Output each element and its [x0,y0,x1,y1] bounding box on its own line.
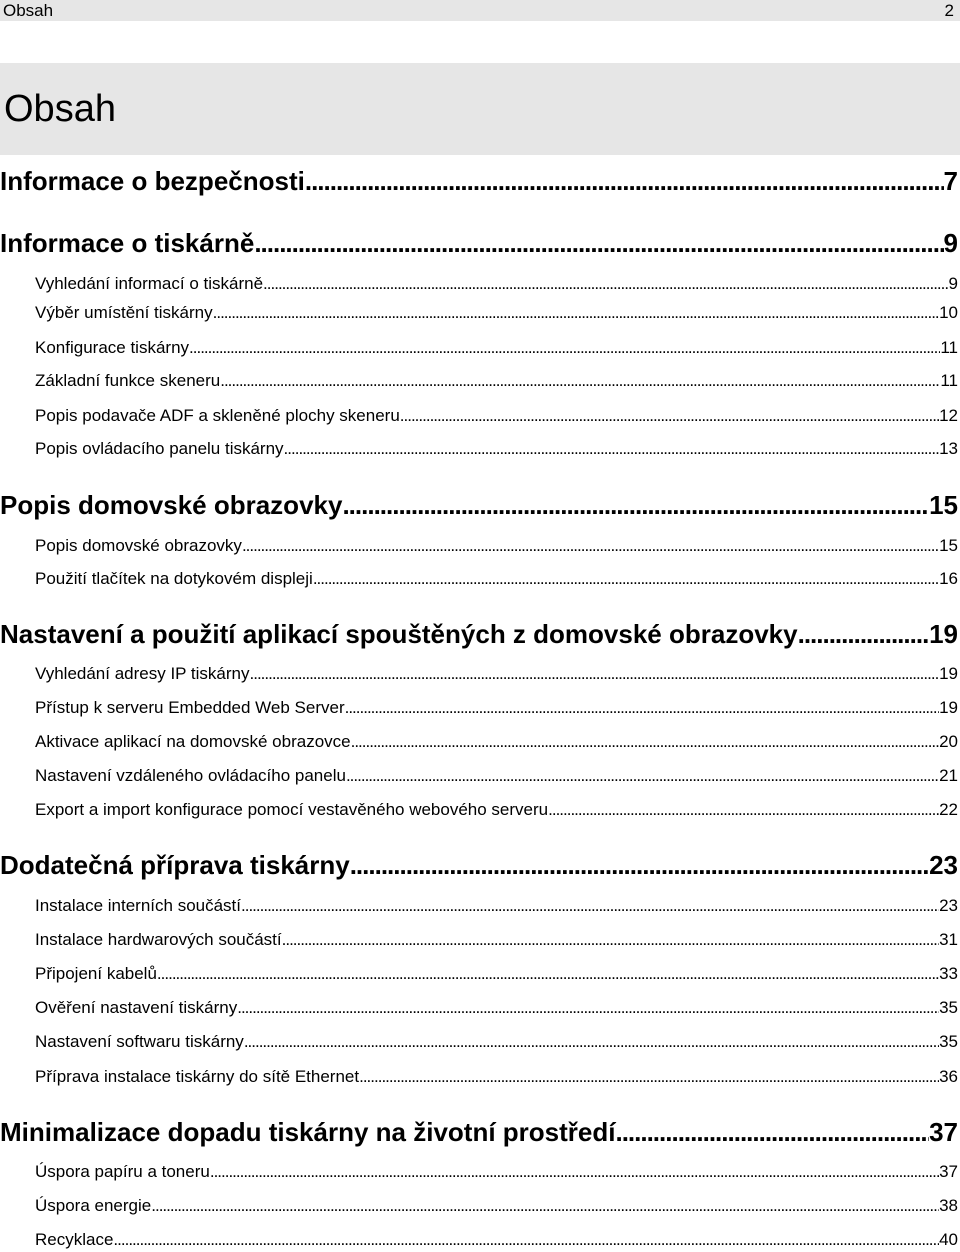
toc-entry-page: 13 [939,439,958,458]
toc-item[interactable] [35,369,958,393]
toc-leader [350,848,929,882]
toc-entry-page: 19 [939,664,958,683]
toc-entry-title: Aktivace aplikací na domovské obrazovce [35,732,351,751]
toc-entry-title: Nastavení a použití aplikací spouštěných z domovské obrazovky [0,619,798,649]
toc-entry-title: Dodatečná příprava tiskárny [0,850,350,880]
toc-entry-title: Přístup k serveru Embedded Web Server [35,698,345,717]
toc-entry-title: Základní funkce skeneru [35,371,221,390]
toc-entry-title: Připojení kabelů [35,964,157,983]
toc-leader [189,336,940,360]
toc-item[interactable] [35,962,958,986]
toc-entry-page: 12 [939,406,958,425]
toc-leader [798,617,929,651]
toc-entry-page: 37 [929,1117,958,1147]
toc-item[interactable] [35,894,958,918]
toc-entry-title: Nastavení vzdáleného ovládacího panelu [35,766,346,785]
toc-section[interactable] [0,617,958,651]
toc-leader [284,437,940,461]
toc-item[interactable] [35,764,958,788]
toc-item[interactable] [35,437,958,461]
toc-item[interactable] [35,996,958,1020]
toc-leader [313,567,939,591]
toc-leader [242,534,939,558]
toc-entry-page: 19 [929,619,958,649]
toc-entry-page: 40 [939,1230,958,1249]
toc-entry-page: 10 [939,303,958,322]
toc-leader [305,164,944,198]
toc-entry-title: Informace o bezpečnosti [0,166,305,196]
toc-item[interactable] [35,696,958,720]
toc-entry-title: Konfigurace tiskárny [35,338,190,357]
toc-leader [157,962,939,986]
toc-entry-title: Výběr umístění tiskárny [35,303,213,322]
toc-entry-title: Vyhledání informací o tiskárně [35,274,264,293]
toc-leader [244,1030,939,1054]
toc-section[interactable] [0,848,958,882]
toc-entry-title: Příprava instalace tiskárny do sítě Ethernet [35,1067,360,1086]
toc-leader [346,764,939,788]
toc-item[interactable] [35,1194,958,1218]
toc-entry-page: 23 [939,896,958,915]
toc-leader [113,1228,939,1252]
toc-entry-page: 9 [948,274,958,293]
toc-entry-title: Nastavení softwaru tiskárny [35,1032,244,1051]
toc-item[interactable] [35,1030,958,1054]
toc-leader [210,1160,939,1184]
toc-item[interactable] [35,272,958,296]
header-page-number: 2 [944,1,954,20]
toc-leader [345,696,939,720]
toc-entry-page: 21 [939,766,958,785]
toc-leader [342,488,929,522]
toc-entry-title: Ověření nastavení tiskárny [35,998,238,1017]
toc-leader [282,928,939,952]
toc-entry-page: 35 [939,998,958,1017]
toc-leader [263,272,948,296]
toc-item[interactable] [35,404,958,428]
toc-entry-title: Úspora energie [35,1196,152,1215]
toc-entry-page: 15 [929,490,958,520]
toc-entry-title: Popis ovládacího panelu tiskárny [35,439,284,458]
toc-leader [359,1065,939,1089]
toc-leader [254,226,943,260]
toc-entry-title: Popis domovské obrazovky [0,490,343,520]
toc-leader [548,798,939,822]
toc-entry-title: Použití tlačítek na dotykovém displeji [35,569,313,588]
toc-entry-page: 19 [939,698,958,717]
toc-entry-title: Minimalizace dopadu tiskárny na životní prostředí [0,1117,616,1147]
toc-entry-page: 22 [939,800,958,819]
toc-item[interactable] [35,336,958,360]
toc-leader [250,662,940,686]
header-title: Obsah [3,1,54,20]
toc-entry-page: 7 [943,166,958,196]
toc-entry-title: Export a import konfigurace pomocí vestavěného webového serveru [35,800,549,819]
toc-entry-title: Instalace hardwarových součástí [35,930,282,949]
toc-item[interactable] [35,1228,958,1252]
toc-entry-page: 16 [939,569,958,588]
toc-entry-page: 11 [940,371,958,390]
toc-entry-page: 36 [939,1067,958,1086]
toc-item[interactable] [35,730,958,754]
toc-entry-title: Instalace interních součástí [35,896,242,915]
toc-leader [351,730,939,754]
toc-leader [241,894,939,918]
toc-entry-page: 35 [939,1032,958,1051]
toc-section[interactable] [0,1115,958,1149]
toc-leader [213,301,939,325]
toc-entry-page: 11 [940,338,958,357]
toc-leader [151,1194,939,1218]
toc-entry-page: 31 [939,930,958,949]
toc-item[interactable] [35,534,958,558]
toc-section[interactable] [0,226,958,260]
toc-entry-page: 38 [939,1196,958,1215]
toc-section[interactable] [0,164,958,198]
toc-entry-page: 9 [943,228,958,258]
toc-entry-page: 20 [939,732,958,751]
toc-item[interactable] [35,301,958,325]
toc-section[interactable] [0,488,958,522]
toc-leader [615,1115,929,1149]
toc-leader [237,996,939,1020]
toc-item[interactable] [35,662,958,686]
toc-item[interactable] [35,928,958,952]
toc-entry-page: 23 [929,850,958,880]
toc-entry-title: Popis podavače ADF a skleněné plochy skeneru [35,406,400,425]
toc-entry-title: Popis domovské obrazovky [35,536,242,555]
toc-item[interactable] [35,567,958,591]
toc-entry-title: Informace o tiskárně [0,228,255,258]
toc-entry-page: 33 [939,964,958,983]
toc-entry-title: Recyklace [35,1230,114,1249]
toc-item[interactable] [35,1160,958,1184]
toc-leader [400,404,939,428]
toc-item[interactable] [35,798,958,822]
toc-entry-title: Vyhledání adresy IP tiskárny [35,664,250,683]
toc-entry-page: 37 [939,1162,958,1181]
toc-entry-title: Úspora papíru a toneru [35,1162,210,1181]
toc-item[interactable] [35,1065,958,1089]
page-title: Obsah [4,88,116,130]
toc-leader [220,369,940,393]
toc-entry-page: 15 [939,536,958,555]
